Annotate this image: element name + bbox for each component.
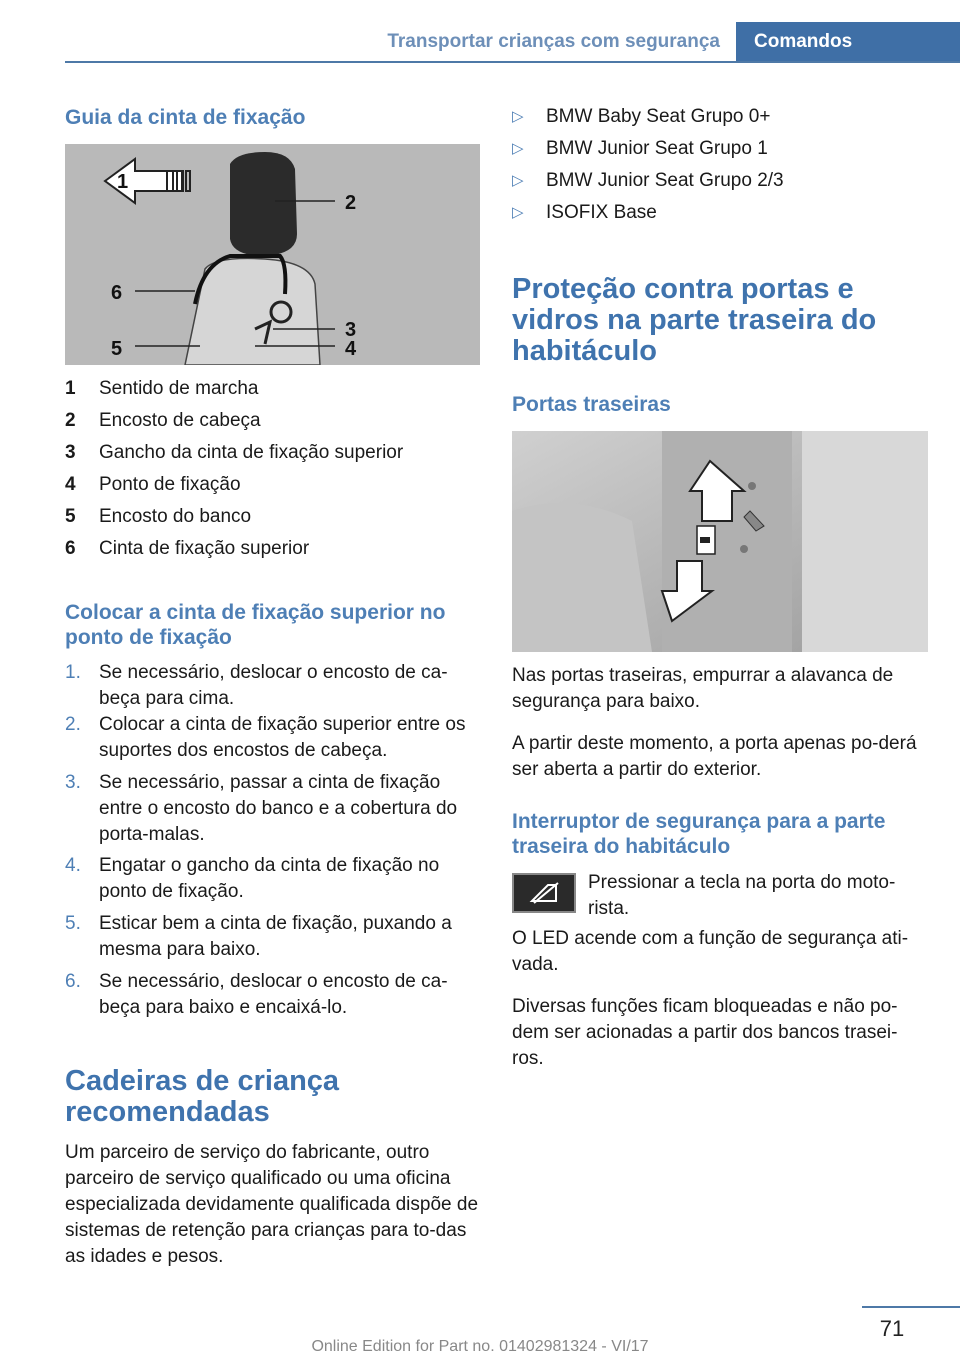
heading-rear-doors: Portas traseiras <box>512 393 671 416</box>
step-item <box>65 853 480 905</box>
legend-number: 5 <box>65 506 76 527</box>
legend-label: Sentido de marcha <box>99 378 259 399</box>
door-lever-illustration <box>512 431 928 652</box>
step-text: Se necessário, deslocar o encosto de ca-beça para cima. <box>99 662 448 709</box>
heading-safety-switch: Interruptor de segurança para a parte traseira do habitáculo <box>512 810 886 858</box>
triangle-bullet-icon: ▷ <box>512 204 524 221</box>
step-item <box>65 969 480 1021</box>
running-section-title: Transportar crianças com segurança <box>387 31 720 52</box>
bullet-text: BMW Baby Seat Grupo 0+ <box>546 106 771 127</box>
step-number: 2. <box>65 714 81 735</box>
page-number: 71 <box>879 1316 905 1341</box>
step-text: Engatar o gancho da cinta de fixação no ponto de fixação. <box>99 855 440 902</box>
legend-label: Gancho da cinta de fixação superior <box>99 442 404 463</box>
paragraph-open-from-outside: A partir deste momento, a porta apenas po-derá ser aberta a partir do exterior. <box>512 733 917 780</box>
legend-number: 3 <box>65 442 76 463</box>
callout-3: 3 <box>345 319 357 341</box>
step-item <box>65 712 480 764</box>
triangle-bullet-icon: ▷ <box>512 108 524 125</box>
header-rule <box>65 61 960 63</box>
step-item <box>65 770 480 848</box>
button-caption: Pressionar a tecla na porta do moto-rista. <box>588 872 896 919</box>
legend-label: Cinta de fixação superior <box>99 538 310 559</box>
legend-label: Ponto de fixação <box>99 474 241 495</box>
paragraph-service-partner: Um parceiro de serviço do fabricante, outro parceiro de serviço qualificado ou uma oficina especializada devidamente qualificada dispõe de sistemas de retenção para crianças para to-das as idades e pesos. <box>65 1142 479 1267</box>
legend-number: 4 <box>65 474 76 495</box>
figure-rear-door-lever <box>512 431 928 652</box>
legend-number: 2 <box>65 410 76 431</box>
heading-recommended-seats: Cadeiras de criança recomendadas <box>65 1065 340 1128</box>
child-lock-button-icon <box>512 873 576 913</box>
step-text: Colocar a cinta de fixação superior entre os suportes dos encostos de cabeça. <box>99 714 466 761</box>
edition-footer: Online Edition for Part no. 01402981324 - VI/17 <box>311 1338 649 1355</box>
callout-1: 1 <box>117 171 129 193</box>
figure-headrest-tether <box>65 144 480 365</box>
callout-4: 4 <box>345 338 357 360</box>
paragraph-led: O LED acende com a função de segurança ati-vada. <box>512 928 909 975</box>
window-lock-symbol-icon <box>514 875 574 911</box>
legend-number: 6 <box>65 538 76 559</box>
triangle-bullet-icon: ▷ <box>512 140 524 157</box>
step-number: 6. <box>65 971 81 992</box>
step-number: 3. <box>65 772 81 793</box>
step-text: Se necessário, deslocar o encosto de ca-beça para baixo e encaixá-lo. <box>99 971 448 1018</box>
step-item <box>65 911 480 963</box>
paragraph-push-lever: Nas portas traseiras, empurrar a alavanca de segurança para baixo. <box>512 665 894 712</box>
step-number: 4. <box>65 855 81 876</box>
callout-2: 2 <box>345 192 357 214</box>
step-text: Se necessário, passar a cinta de fixação entre o encosto do banco e a cobertura do porta-malas. <box>99 772 458 845</box>
triangle-bullet-icon: ▷ <box>512 172 524 189</box>
step-text: Esticar bem a cinta de fixação, puxando a mesma para baixo. <box>99 913 452 960</box>
step-item <box>65 660 480 712</box>
heading-attach-tether: Colocar a cinta de fixação superior no ponto de fixação <box>65 601 446 649</box>
paragraph-blocked-functions: Diversas funções ficam bloqueadas e não po-dem ser acionadas a partir dos bancos trasei-ros. <box>512 996 898 1069</box>
bullet-text: ISOFIX Base <box>546 202 657 223</box>
legend-label: Encosto de cabeça <box>99 410 261 431</box>
legend-number: 1 <box>65 378 76 399</box>
callout-5: 5 <box>111 338 123 360</box>
footer-rule <box>862 1306 960 1308</box>
step-number: 1. <box>65 662 81 683</box>
heading-child-lock: Proteção contra portas e vidros na parte traseira do habitáculo <box>512 273 877 367</box>
bullet-text: BMW Junior Seat Grupo 1 <box>546 138 768 159</box>
step-number: 5. <box>65 913 81 934</box>
legend-label: Encosto do banco <box>99 506 252 527</box>
callout-6: 6 <box>111 282 123 304</box>
heading-tether-strap-guide: Guia da cinta de fixação <box>65 106 306 129</box>
headrest-tether-illustration <box>65 144 480 365</box>
chapter-tab[interactable]: Comandos <box>736 22 960 62</box>
bullet-text: BMW Junior Seat Grupo 2/3 <box>546 170 784 191</box>
